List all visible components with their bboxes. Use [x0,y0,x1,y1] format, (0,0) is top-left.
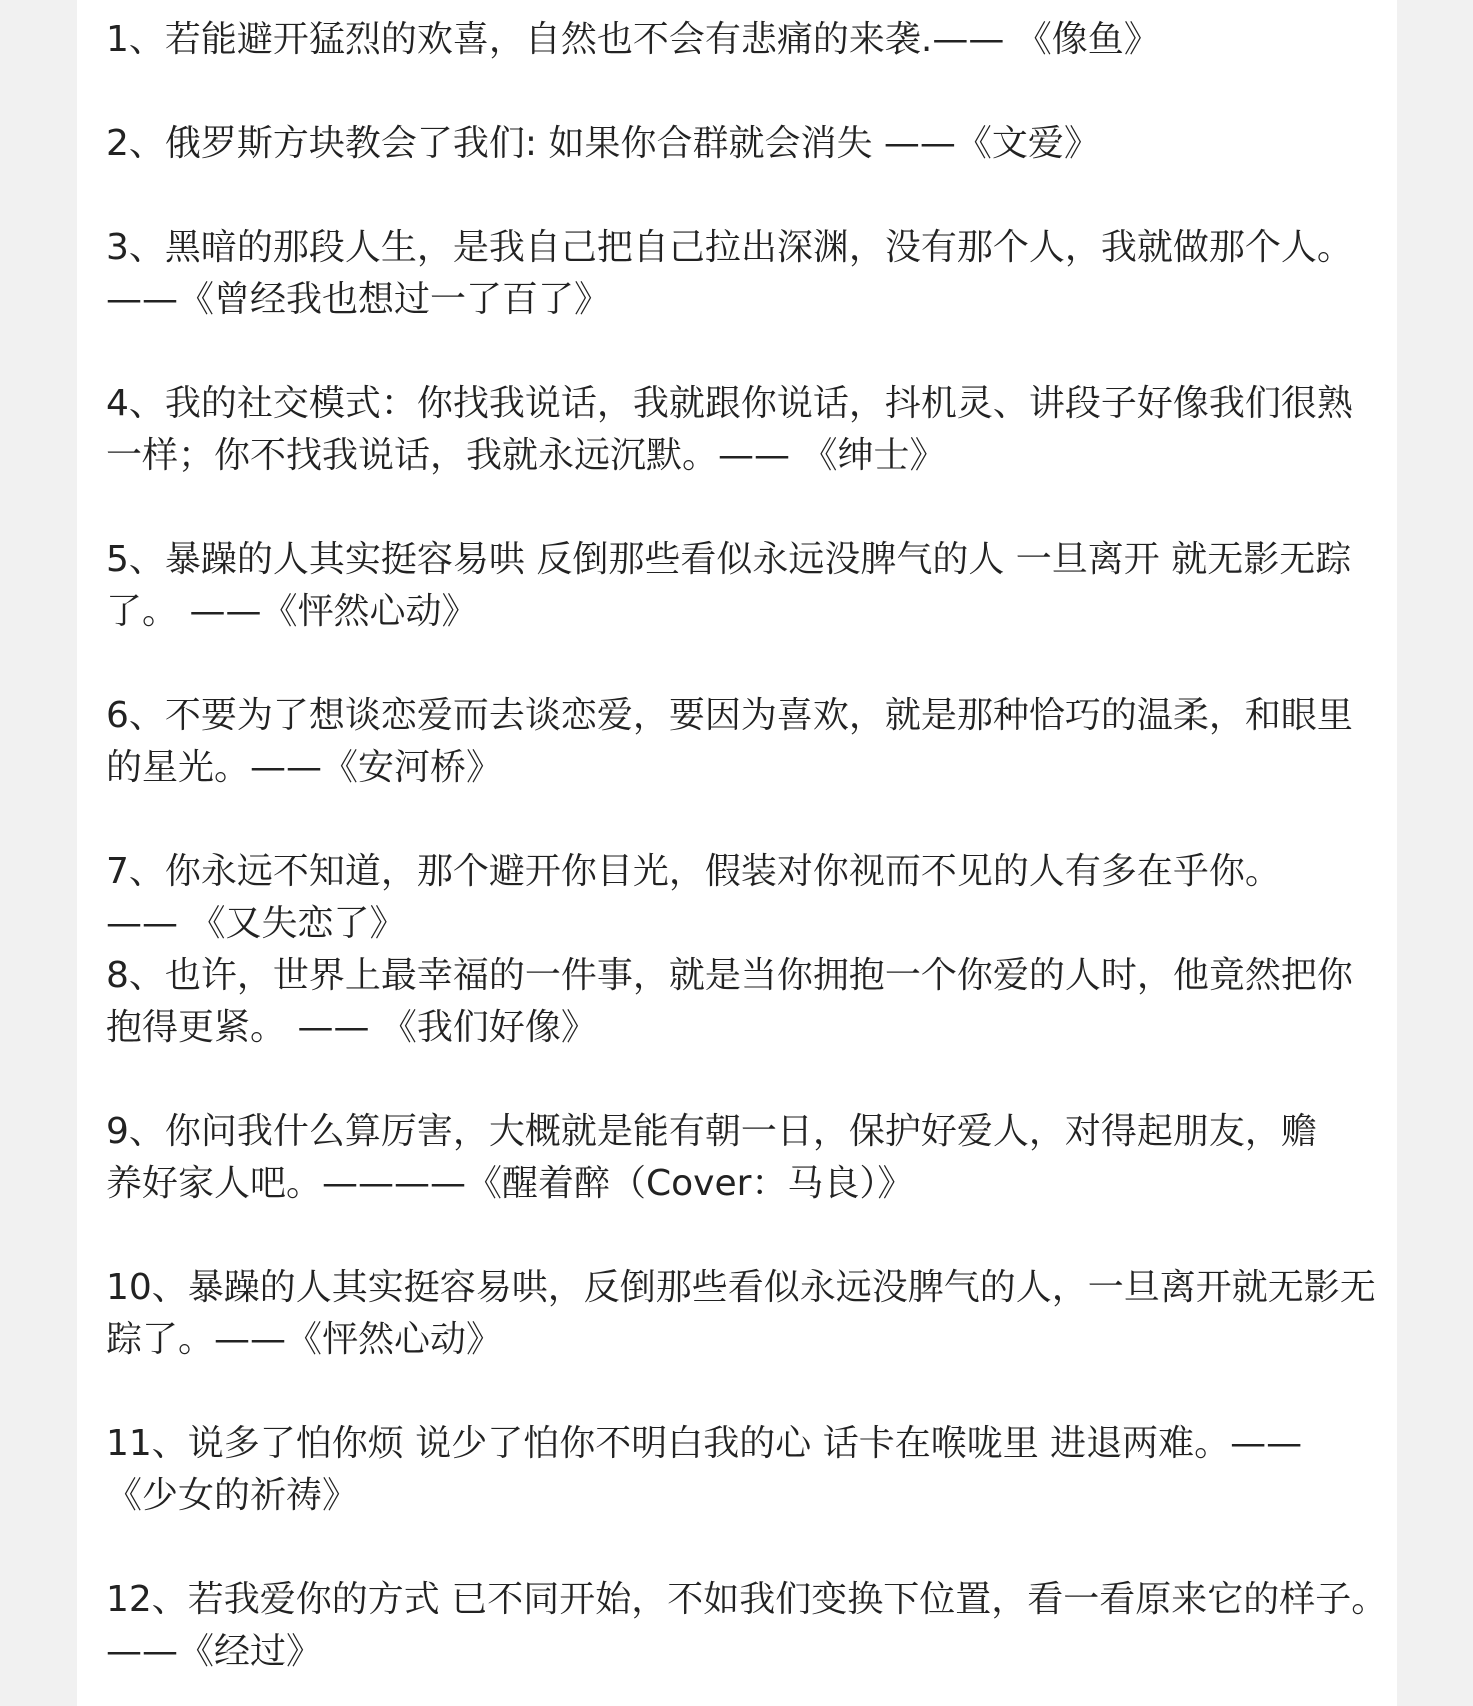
quote-item: 1、若能避开猛烈的欢喜，自然也不会有悲痛的来袭.—— 《像鱼》 [106,19,1160,60]
spacer [106,66,1396,118]
spacer [106,638,1396,690]
quote-item: 5、暴躁的人其实挺容易哄 反倒那些看似永远没脾气的人 一旦离开 就无影无踪了。 ——《怦然心动》 [106,539,1352,632]
quote-item: 3、黑暗的那段人生，是我自己把自己拉出深渊，没有那个人，我就做那个人。——《曾经我也想过一了百了》 [106,227,1353,320]
quote-item: 11、说多了怕你烦 说少了怕你不明白我的心 话卡在喉咙里 进退两难。—— 《少女的祈祷》 [106,1423,1303,1516]
spacer [106,170,1396,222]
quote-list [106,14,1396,1678]
spacer [106,794,1396,846]
quote-item: 12、若我爱你的方式 已不同开始，不如我们变换下位置，看一看原来它的样子。——《经过》 [106,1579,1388,1672]
quote-item: 4、我的社交模式：你找我说话，我就跟你说话，抖机灵、讲段子好像我们很熟一样；你不找我说话，我就永远沉默。—— 《绅士》 [106,383,1353,476]
spacer [106,1522,1396,1574]
spacer [106,1054,1396,1106]
quote-item: 10、暴躁的人其实挺容易哄，反倒那些看似永远没脾气的人，一旦离开就无影无踪了。——《怦然心动》 [106,1267,1376,1360]
spacer [106,1210,1396,1262]
quote-item: 8、也许，世界上最幸福的一件事，就是当你拥抱一个你爱的人时，他竟然把你抱得更紧。 —— 《我们好像》 [106,955,1353,1048]
spacer [106,326,1396,378]
quote-item: 2、俄罗斯方块教会了我们: 如果你合群就会消失 ——《文爱》 [106,123,1100,164]
article-page [77,0,1397,1706]
spacer [106,482,1396,534]
quote-item: 9、你问我什么算厉害，大概就是能有朝一日，保护好爱人，对得起朋友，赡养好家人吧。————《醒着醉（Cover：马良）》 [106,1111,1317,1204]
spacer [106,1366,1396,1418]
quote-item: 6、不要为了想谈恋爱而去谈恋爱，要因为喜欢，就是那种恰巧的温柔，和眼里的星光。——《安河桥》 [106,695,1353,788]
quote-item: 7、你永远不知道，那个避开你目光，假装对你视而不见的人有多在乎你。—— 《又失恋了》 [106,851,1281,944]
